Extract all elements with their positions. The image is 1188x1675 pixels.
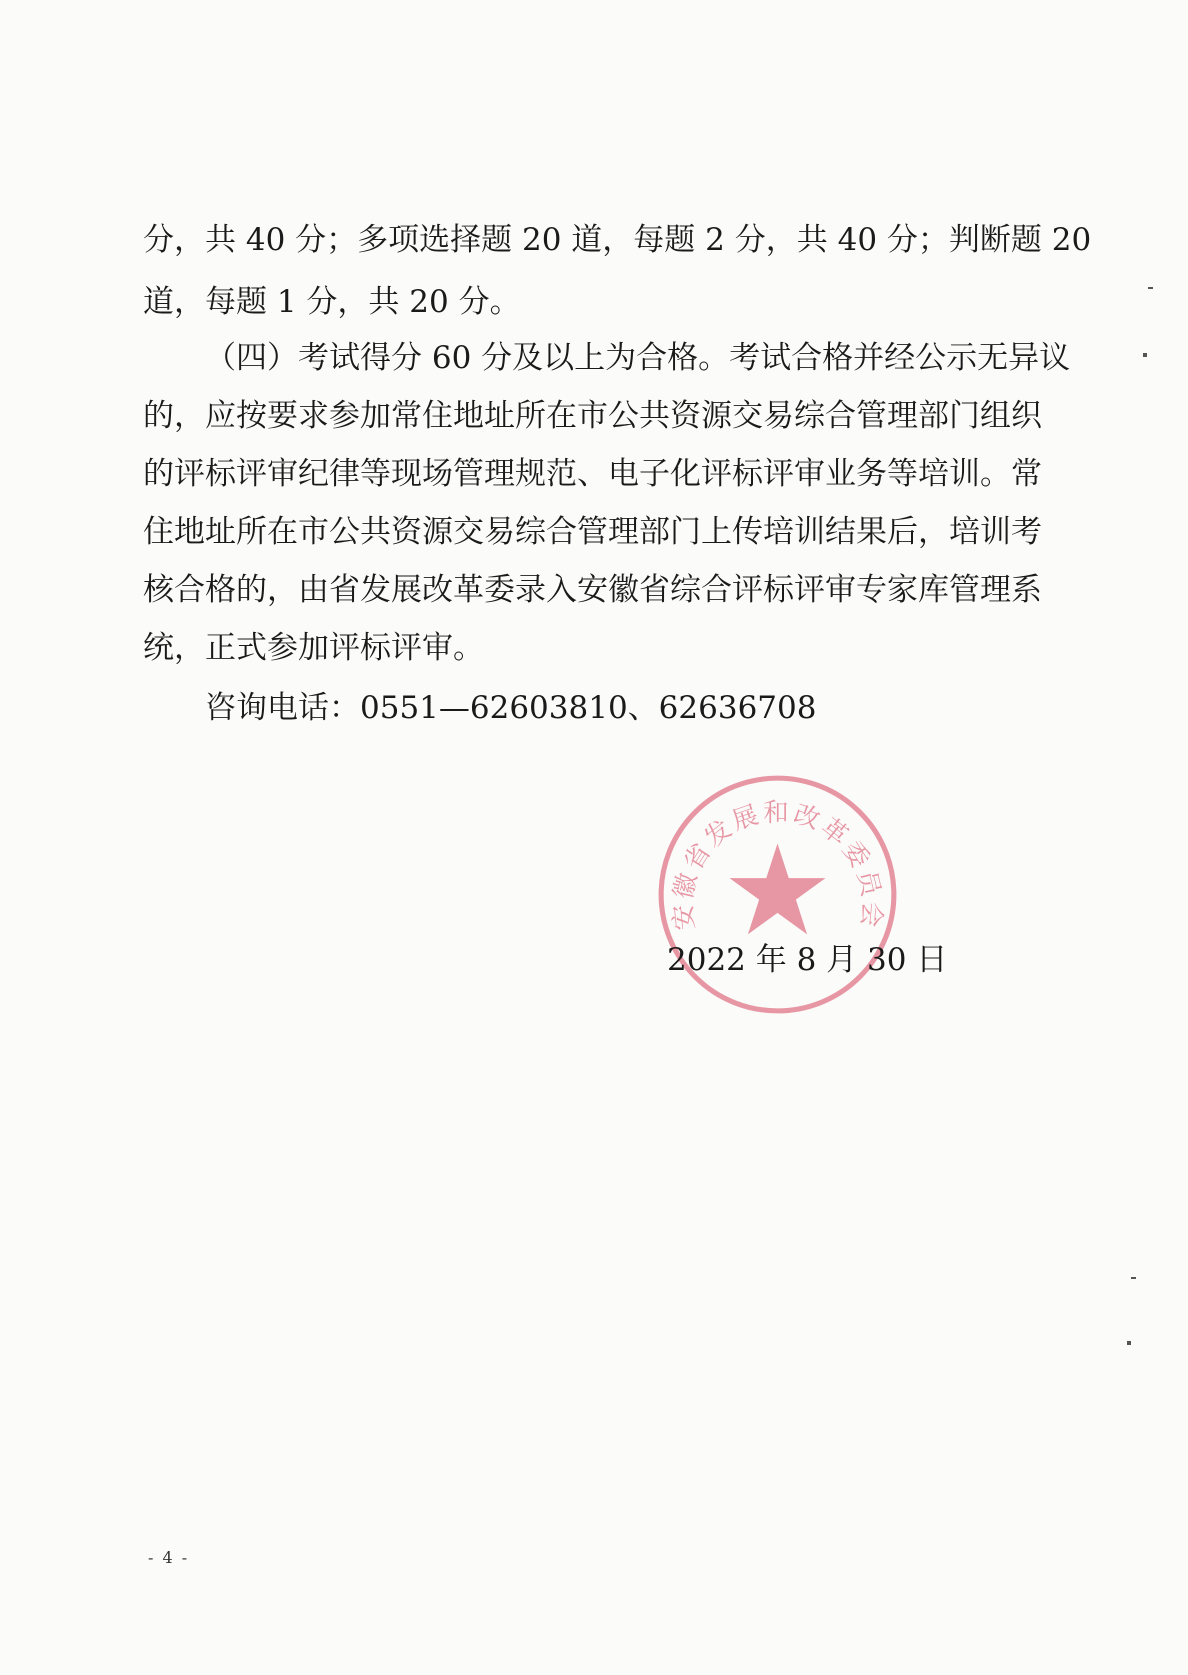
paragraph-line: 核合格的，由省发展改革委录入安徽省综合评标评审专家库管理系	[143, 572, 1042, 608]
paragraph-line: 的，应按要求参加常住地址所在市公共资源交易综合管理部门组织	[143, 398, 1042, 434]
paragraph-line: 统，正式参加评标评审。	[143, 630, 484, 666]
official-seal	[655, 772, 900, 1017]
scan-speck	[1127, 1341, 1131, 1345]
contact-phone: 咨询电话：0551—62603810、62636708	[205, 690, 817, 726]
paragraph-line: （四）考试得分 60 分及以上为合格。考试合格并经公示无异议	[205, 340, 1071, 376]
document-date: 2022 年 8 月 30 日	[667, 942, 948, 978]
scan-speck	[1131, 1277, 1136, 1279]
star-icon	[730, 843, 826, 934]
paragraph-line: 道，每题 1 分，共 20 分。	[143, 284, 521, 320]
svg-text:安徽省发展和改革委员会: 安徽省发展和改革委员会	[667, 797, 888, 932]
page-number: - 4 -	[148, 1548, 190, 1567]
scan-speck	[1143, 353, 1147, 357]
paragraph-line: 住地址所在市公共资源交易综合管理部门上传培训结果后，培训考	[143, 514, 1042, 550]
paragraph-line: 分，共 40 分；多项选择题 20 道，每题 2 分，共 40 分；判断题 20	[143, 222, 1092, 258]
scan-speck	[1148, 287, 1153, 289]
paragraph-line: 的评标评审纪律等现场管理规范、电子化评标评审业务等培训。常	[143, 456, 1042, 492]
